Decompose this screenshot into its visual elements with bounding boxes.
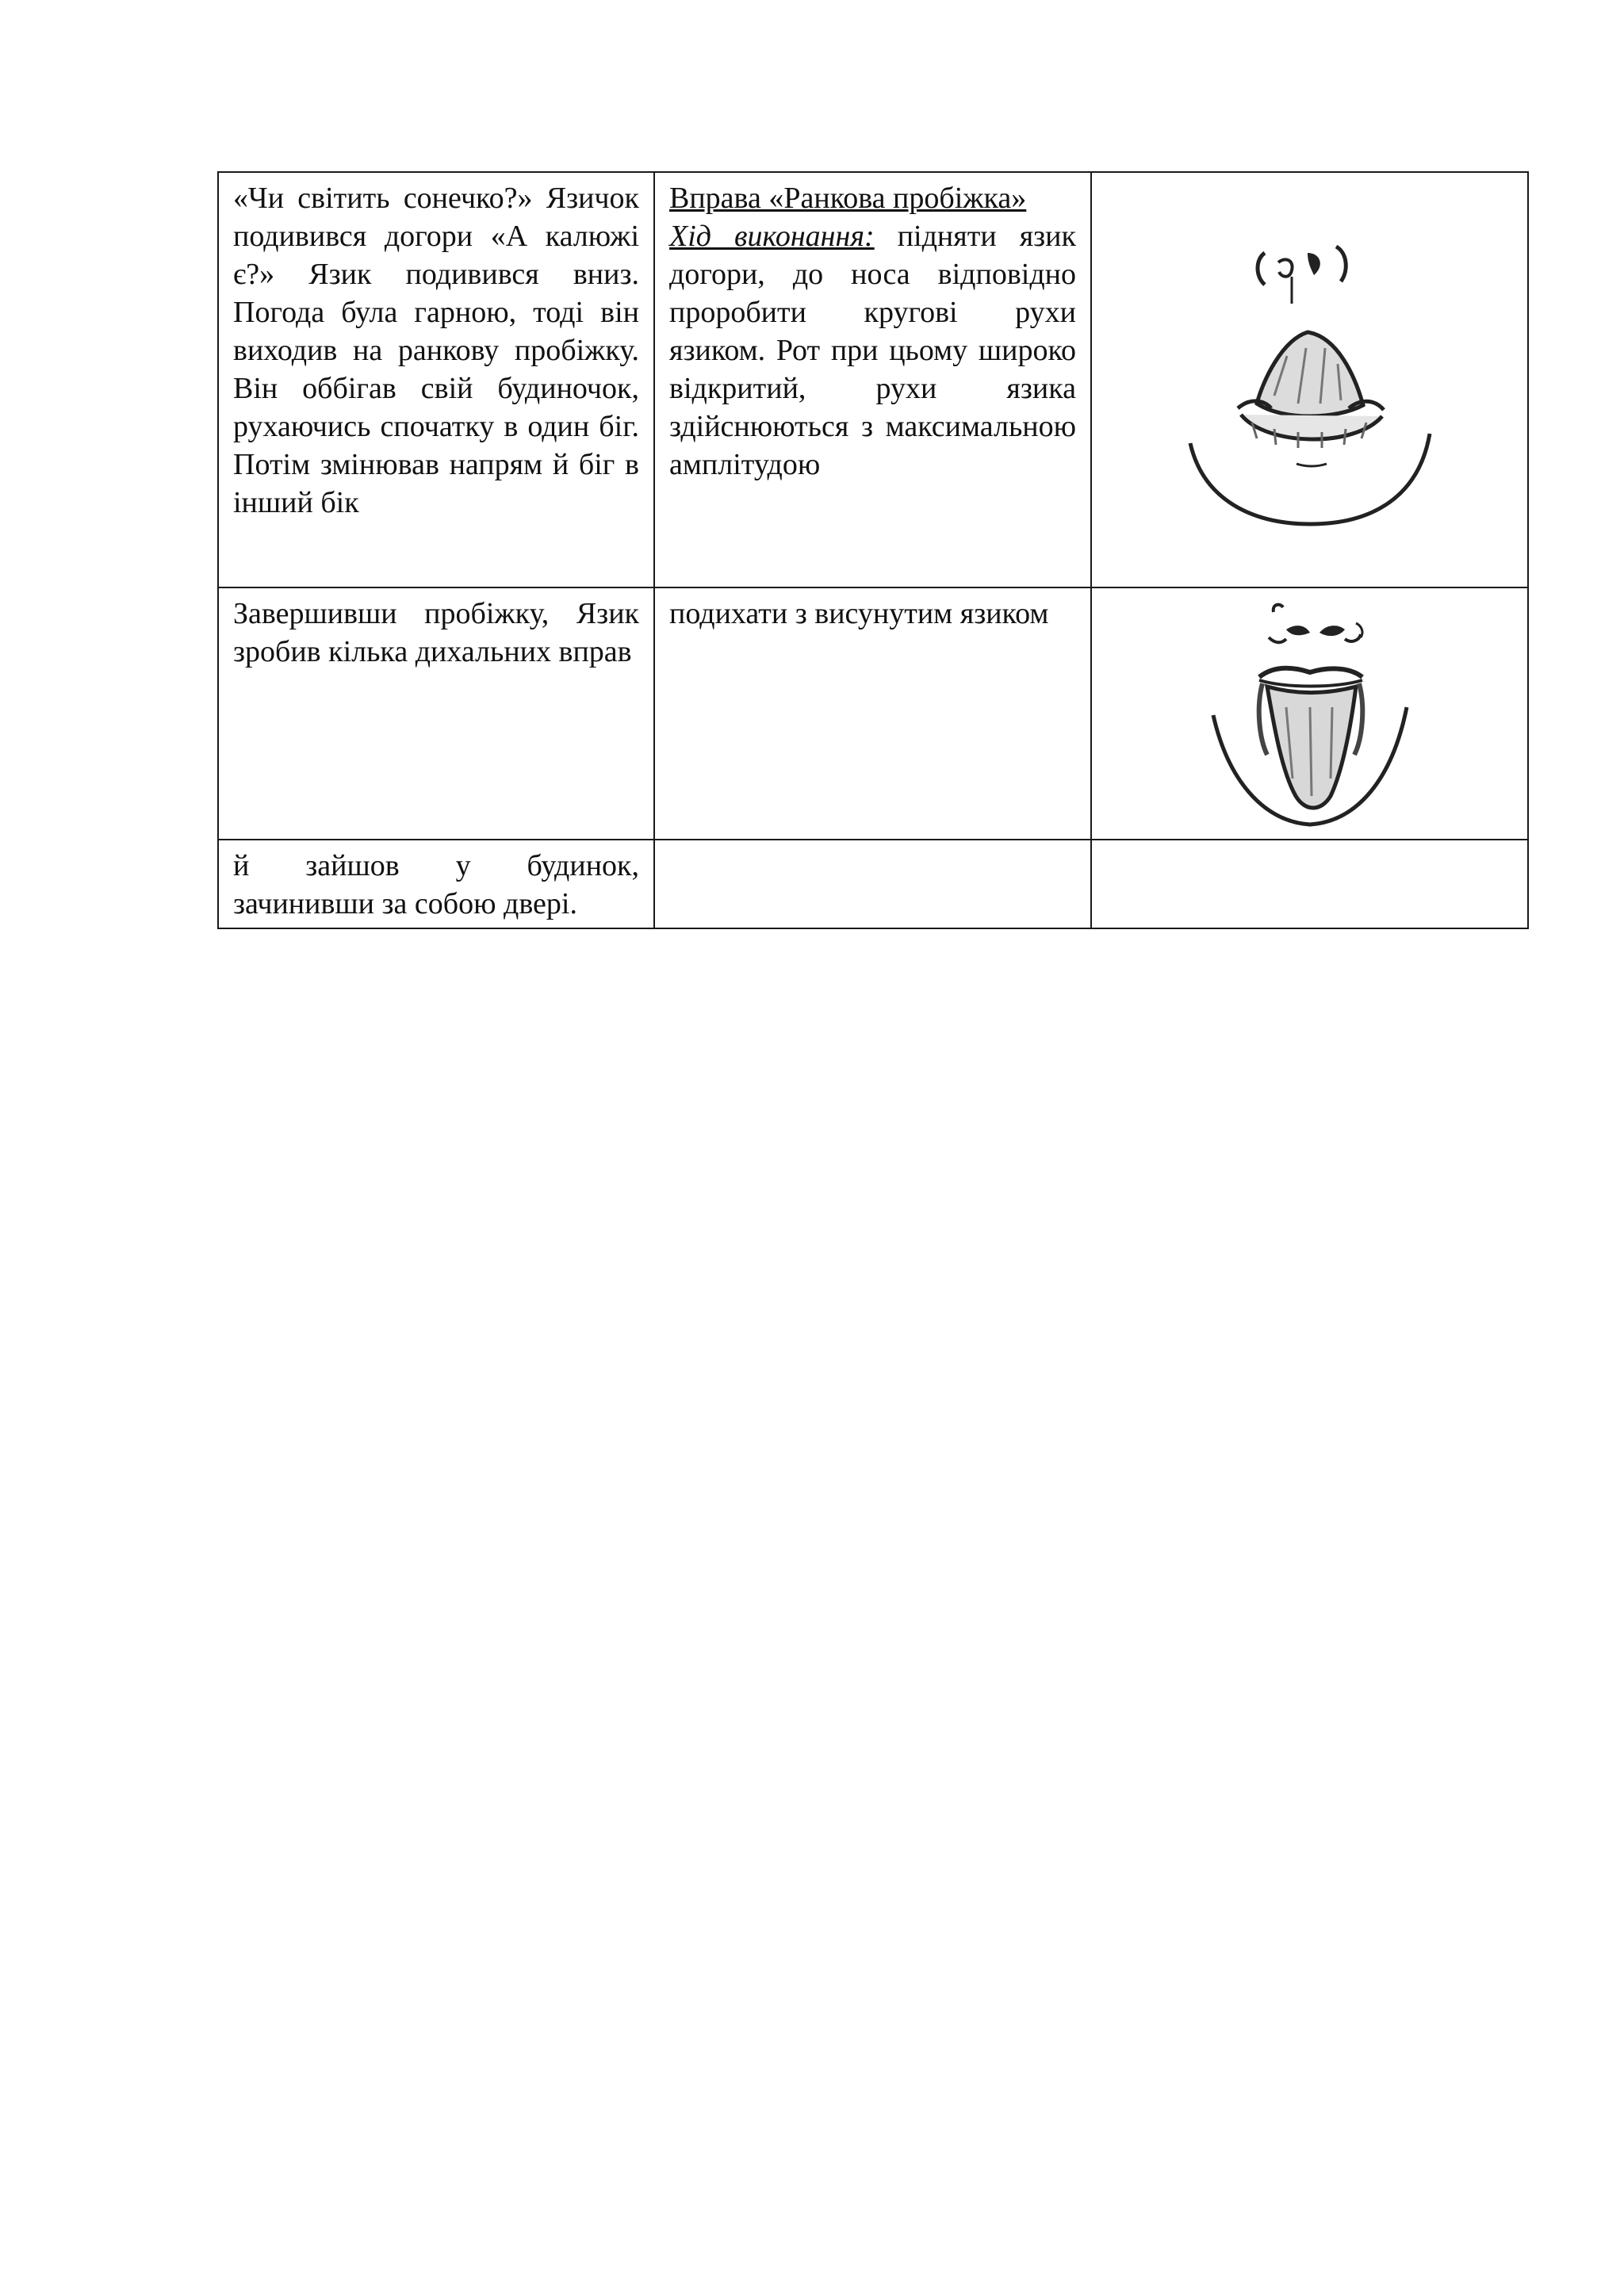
instruction-cell <box>654 840 1091 928</box>
tongue-out-breathing-illustration <box>1207 588 1413 839</box>
illustration-cell <box>1091 587 1528 840</box>
method-label: Хід виконання: <box>669 220 875 253</box>
tongue-up-to-nose-illustration <box>1179 221 1441 538</box>
method-text: підняти язик догори, до носа відповідно проробити кругові рухи язиком. Рот при цьому широко відкритий, рухи язика здійснюються з максимальною амплітудою <box>669 220 1076 481</box>
story-cell <box>218 172 654 587</box>
exercise-cell <box>654 172 1091 587</box>
story-cell <box>218 587 654 840</box>
table-row <box>218 840 1528 928</box>
instruction-cell <box>654 587 1091 840</box>
story-text: Завершивши пробіжку, Язик зробив кілька дихальних вправ <box>233 597 639 668</box>
story-text: «Чи світить сонечко?» Язичок подивився догори «А калюжі є?» Язик подивився вниз. Погода була гарною, тоді він виходив на ранкову пробіжку. Він оббігав свій будиночок, рухаючись спочатку в один біг. Потім змінював напрям й біг в інший бік <box>233 182 639 519</box>
story-text: й зайшов у будинок, зачинивши за собою двері. <box>233 849 639 920</box>
table-row <box>218 172 1528 587</box>
illustration-cell <box>1091 840 1528 928</box>
table-row <box>218 587 1528 840</box>
illustration-cell <box>1091 172 1528 587</box>
instruction-text: подихати з висунутим язиком <box>669 597 1049 630</box>
exercise-table <box>217 171 1529 929</box>
story-cell <box>218 840 654 928</box>
exercise-title: Вправа «Ранкова пробіжка» <box>669 182 1027 215</box>
